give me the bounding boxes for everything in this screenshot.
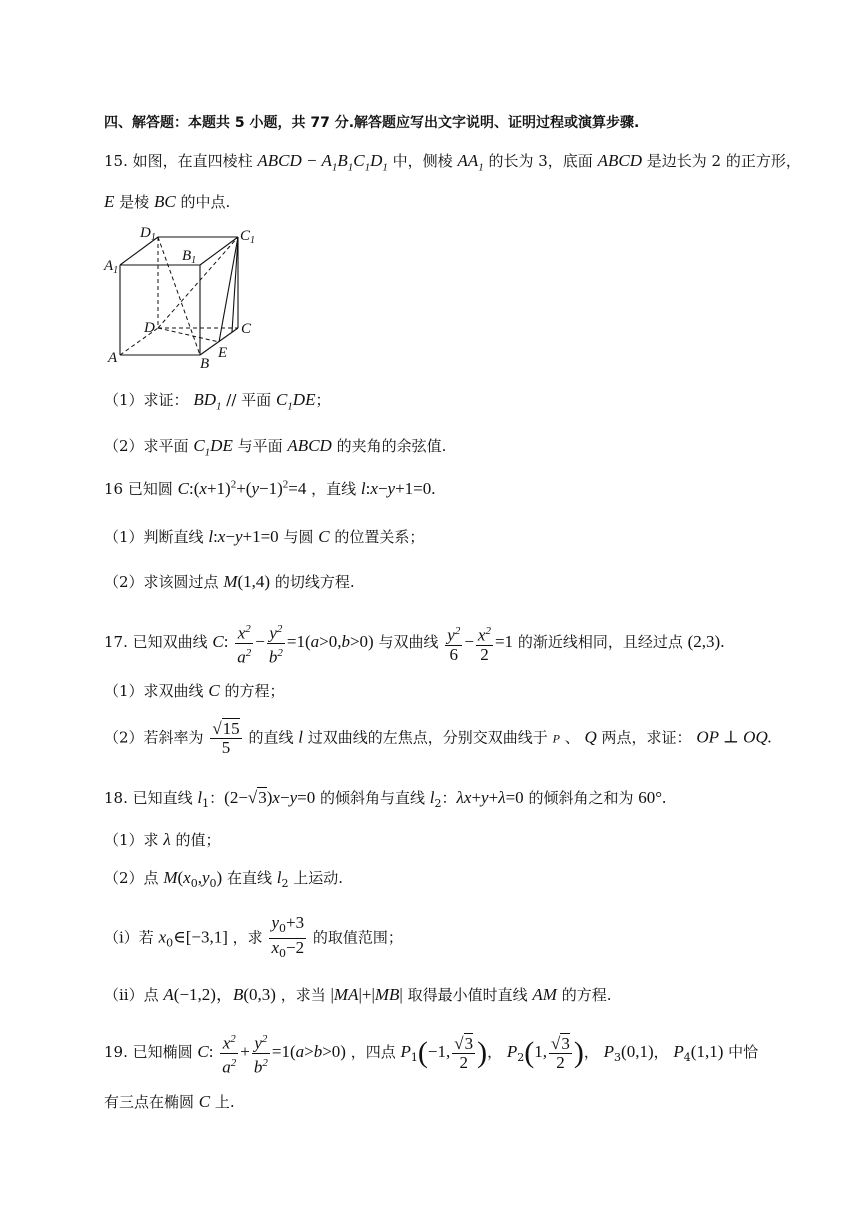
- q15-text-b: 中，侧棱: [392, 152, 453, 170]
- q18-sub-i-b: ，求: [232, 928, 263, 947]
- label-c1: $C_1$: [240, 228, 256, 246]
- q18-intro: 18. 已知直线: [104, 789, 193, 807]
- q15-part2-label: （2）求平面: [104, 437, 189, 455]
- q18-sub-i-c: 的取值范围；: [312, 928, 403, 947]
- prism-figure: [100, 220, 270, 370]
- q18-sub-ii: （ii）点 A(−1,2)，B(0,3) ，求当 |MA|+|MB| 取得最小值时直线 AM 的方程.: [104, 985, 612, 1004]
- q19-text-e: 上.: [214, 1093, 235, 1111]
- q18-part1-label: （1）求: [104, 831, 159, 849]
- q17-part2-e: 两点，求证：: [601, 728, 692, 747]
- q18-sub-ii-d: 的方程.: [561, 986, 612, 1004]
- q15-plane: $C_1DE$: [275, 390, 316, 413]
- q18-part2-c: 上运动.: [293, 869, 344, 887]
- q17-part2-b: 的直线: [248, 728, 294, 747]
- q16-text-a: 已知圆: [127, 480, 173, 498]
- q17-part1-b: 的方程；: [224, 682, 285, 700]
- q15-edge-bc: BC: [153, 192, 176, 211]
- q15-text-c: 的长为 3，底面: [488, 152, 593, 170]
- q16-part2: （2）求该圆过点 M(1,4) 的切线方程.: [104, 572, 355, 591]
- q17-part2-c: 过双曲线的左焦点，分别交双曲线于: [307, 728, 548, 747]
- q19-text-d: 有三点在椭圆: [104, 1093, 195, 1111]
- label-b1: $B_1$: [182, 248, 197, 266]
- q15-plane2: $C_1DE$: [193, 436, 233, 459]
- q16-circle-eq: C: [177, 479, 190, 498]
- label-d: D: [144, 320, 155, 336]
- label-a: A: [108, 350, 118, 366]
- q16-part1-b: 与圆: [283, 528, 314, 546]
- q19-line2: 有三点在椭圆 C 上.: [104, 1092, 235, 1111]
- q16-part1: （1）判断直线 l:x−y+1=0 与圆 C 的位置关系；: [104, 527, 425, 546]
- q15-base2: ABCD: [287, 436, 332, 455]
- q18-part1: （1）求 λ 的值；: [104, 830, 221, 849]
- q16-num: 16: [104, 480, 124, 498]
- q16-line-eq: l: [360, 479, 366, 498]
- q17-text-c: 的渐近线相同，且经过点: [517, 633, 683, 652]
- q17-line1: 17. 已知双曲线 C: $\frac{x^2}{a^2}$ − $\frac{y^2}{b^2}$ =1(a>0,b>0) 与双曲线 $\frac{y^2}{6}$ − $\frac{x^2}{2}$ =1 的渐近线相同，且经过点 (2,3).: [104, 620, 724, 666]
- label-e: E: [218, 345, 228, 361]
- q16-part1-c: 的位置关系；: [334, 528, 425, 546]
- q19-text-b: ，四点: [350, 1043, 396, 1062]
- q18-line1: 18. 已知直线 $l_1$：(2−√3)x−y=0 的倾斜角与直线 $l_2$：λx+y+λ=0 的倾斜角之和为 60°.: [104, 788, 667, 810]
- q19-text-c: 中恰: [728, 1043, 759, 1062]
- q18-sub-ii-label: （ii）点: [104, 986, 159, 1004]
- label-b: B: [200, 356, 210, 370]
- q18-part2: （2）点 $M(x_0,y_0)$ 在直线 $l_2$ 上运动.: [104, 868, 344, 890]
- q17-conclusion: OP ⊥ OQ.: [696, 727, 772, 747]
- q15-line1: [104, 150, 801, 173]
- q15-part1: （1）求证： $BD_1$ // 平面 $C_1DE$；: [104, 390, 331, 413]
- label-a1: $A_1$: [104, 258, 119, 276]
- q16-text-b: ，直线: [311, 480, 357, 498]
- q18-text-c: 的倾斜角之和为: [528, 789, 634, 807]
- q18-sub-ii-b: ，求当: [280, 986, 326, 1004]
- q18-part2-b: 在直线: [226, 869, 272, 887]
- q19-line1: 19. 已知椭圆 C: $\frac{x^2}{a^2}$ + $\frac{y^2}{b^2}$ =1(a>b>0) ，四点 $P_1(-1$, $\frac{√3}{2}$ )， $P_2(1$, $\frac{√3}{2}$ )， $P_3(0,1)$， $P_4(1,1)$ 中恰: [104, 1030, 758, 1076]
- q15-prism: ABCD − $A_1B_1C_1D_1$: [257, 151, 388, 174]
- q17-intro: 17. 已知双曲线: [104, 633, 208, 652]
- label-c: C: [241, 321, 252, 337]
- q18-part1-b: 的值；: [175, 831, 221, 849]
- q16-part1-label: （1）判断直线: [104, 528, 204, 546]
- q15-part2-b: 与平面: [237, 437, 283, 455]
- q17-part1-label: （1）求双曲线: [104, 682, 204, 700]
- q15-text-f: 的中点.: [180, 193, 231, 211]
- q16-line1: 16 已知圆 $C:(x+1)^2+(y-1)^2=4$ ，直线 l:x−y+1=0.: [104, 478, 436, 498]
- q15-point-e: E: [104, 192, 115, 211]
- q18-part2-label: （2）点: [104, 869, 159, 887]
- q16-part2-label: （2）求该圆过点: [104, 573, 219, 591]
- q15-part1-b: // 平面: [226, 391, 272, 409]
- label-d1: $D_1$: [140, 225, 156, 243]
- q19-intro: 19. 已知椭圆: [104, 1043, 193, 1062]
- q18-sub-i-label: （i）若: [104, 928, 154, 947]
- q15-part1-label: （1）求证：: [104, 391, 189, 409]
- q15-intro: 15. 如图，在直四棱柱: [104, 152, 253, 170]
- q17-part2: （2）若斜率为 $\frac{√15}{5}$ 的直线 l 过双曲线的左焦点，分别交双曲线于 P 、 Q 两点，求证： OP ⊥ OQ.: [104, 719, 772, 757]
- q15-part2: [104, 435, 446, 458]
- q17-part1: （1）求双曲线 C 的方程；: [104, 681, 285, 700]
- q16-part2-b: 的切线方程.: [274, 573, 355, 591]
- q15-base: ABCD: [597, 151, 642, 170]
- q15-edge: $AA_1$: [457, 151, 484, 174]
- q17-text-b: 与双曲线: [378, 633, 439, 652]
- q17-part2-d: 、: [564, 728, 580, 747]
- q15-bd1: $BD_1$: [193, 390, 222, 413]
- q18-sub-i: （i）若 $x_0\in[-3,1]$ ，求 $\frac{y_0+3}{x_0-2}$ 的取值范围；: [104, 913, 403, 960]
- section-heading: 四、解答题：本题共 5 小题，共 77 分.解答题应写出文字说明、证明过程或演算步骤.: [104, 115, 640, 131]
- q18-text-b: 的倾斜角与直线: [319, 789, 425, 807]
- q15-text-e: 是棱: [119, 193, 150, 211]
- q18-angle: 60°.: [638, 788, 667, 807]
- q15-part2-c: 的夹角的余弦值.: [336, 437, 447, 455]
- q15-line2: [104, 191, 230, 212]
- q17-part2-label: （2）若斜率为: [104, 728, 204, 747]
- q15-text-d: 是边长为 2 的正方形，: [646, 152, 801, 170]
- q18-sub-ii-c: 取得最小值时直线: [407, 986, 528, 1004]
